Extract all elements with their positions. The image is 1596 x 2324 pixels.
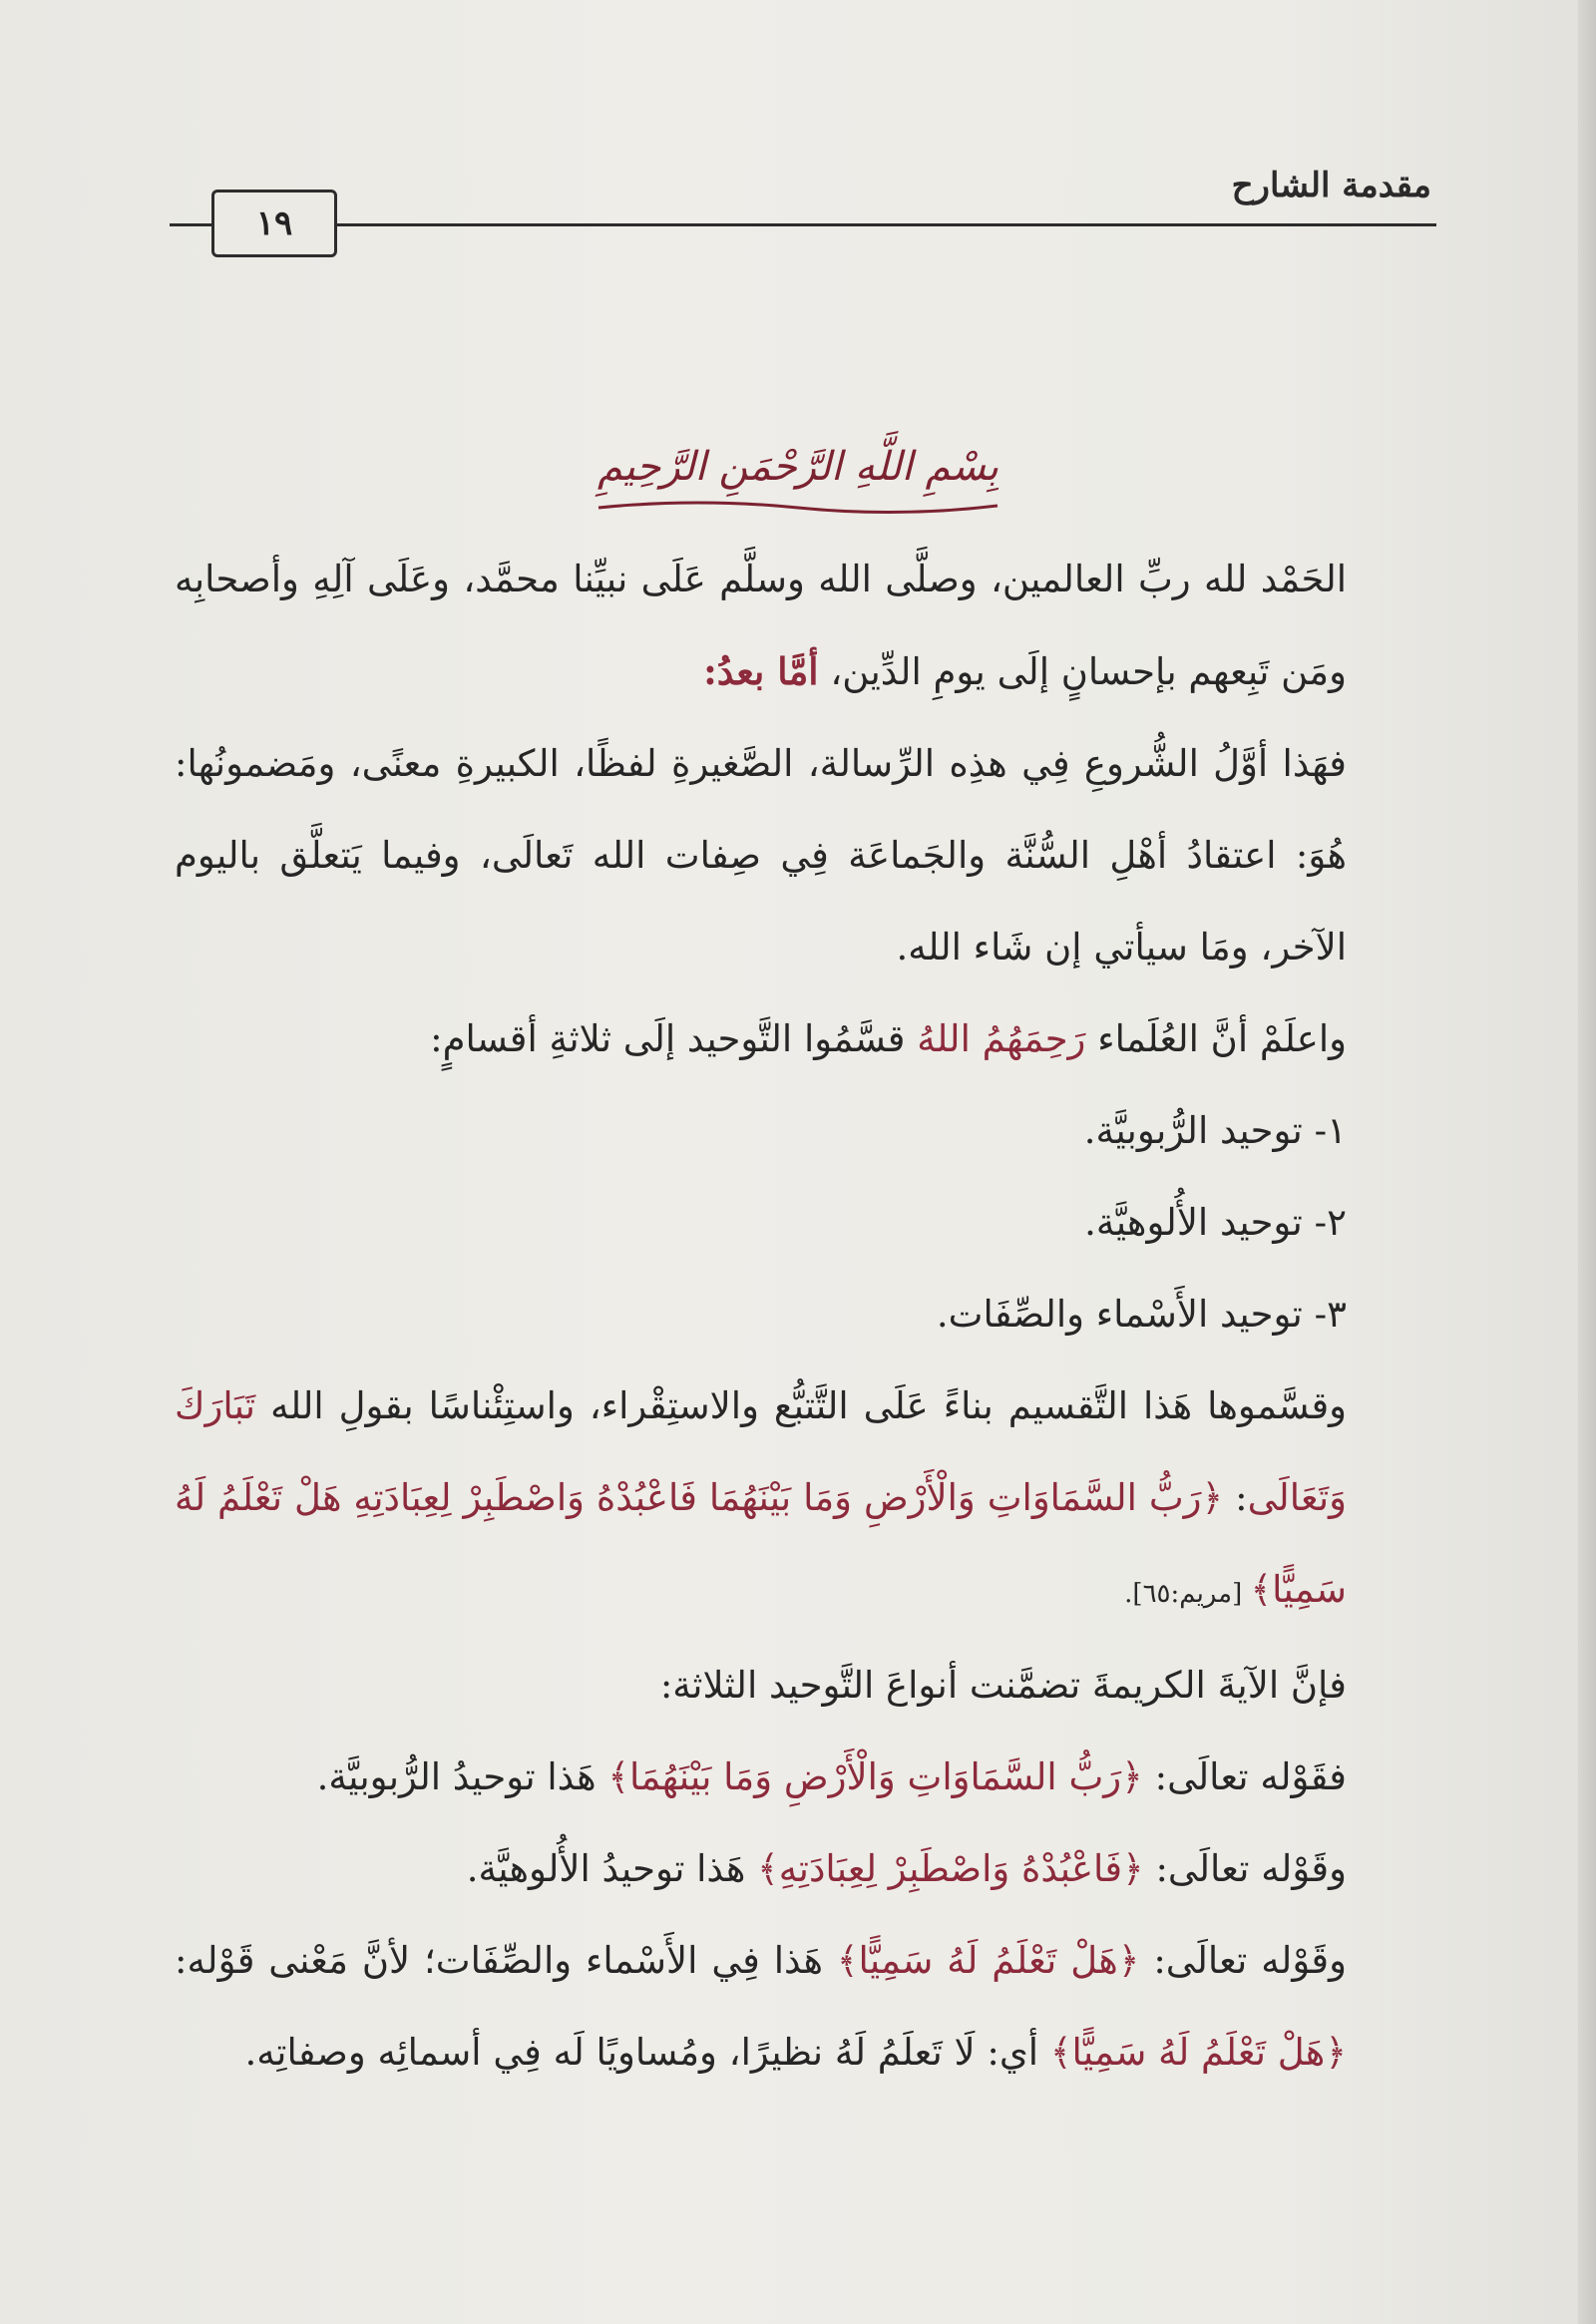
divisions-text-b: قسَّمُوا التَّوحيد إلَى ثلاثةِ أقسامٍ: bbox=[430, 1017, 918, 1060]
paragraph-opening bbox=[175, 534, 1441, 718]
list-item: ٣- توحيد الأَسْماء والصِّفَات. bbox=[936, 1293, 1347, 1336]
paragraph-three-types: فإنَّ الآيةَ الكريمةَ تضمَّنت أنواعَ التَّوحيد الثلاثة: bbox=[659, 1664, 1347, 1707]
basmala: بِسْمِ اللَّهِ الرَّحْمَنِ الرَّحِيمِ bbox=[597, 444, 999, 490]
qawluhu-text: وقَوْله تعالَى: bbox=[1143, 1847, 1347, 1890]
qawluhu-text: وقَوْله تعالَى: bbox=[1139, 1939, 1347, 1982]
page-body bbox=[175, 534, 1441, 2099]
quran-verse: ﴿رَبُّ السَّمَاوَاتِ وَالْأَرْضِ وَمَا بَيْنَهُمَا﴾ bbox=[607, 1755, 1143, 1798]
running-title: مقدمة الشارح bbox=[1231, 166, 1431, 205]
page-edge bbox=[1578, 0, 1596, 2324]
list-item: ٢- توحيد الأُلوهيَّة. bbox=[1084, 1201, 1347, 1244]
opening-text: الحَمْد لله ربِّ العالمين، وصلَّى الله وسلَّم عَلَى نبيِّنا محمَّد، وعَلَى آلِهِ وأصحابِه ومَن تَبِعهم بإحسانٍ إلَى يومِ الدِّين، bbox=[175, 558, 1347, 693]
header-rule bbox=[170, 223, 1436, 226]
qawluhu-text: فقَوْله تعالَى: bbox=[1142, 1755, 1347, 1798]
basmala-flourish bbox=[589, 496, 1007, 516]
amma-bad-heading: أمَّا بعدُ: bbox=[703, 649, 819, 693]
meaning-text: أي: لَا تَعلَمُ لَهُ نظيرًا، ومُساويًا لَه فِي أسمائِه وصفاتِه. bbox=[244, 2031, 1050, 2074]
honorific: رَحِمَهُمُ اللهُ bbox=[917, 1017, 1086, 1060]
quran-verse: ﴿رَبُّ السَّمَاوَاتِ وَالْأَرْضِ وَمَا بَيْنَهُمَا فَاعْبُدْهُ وَاصْطَبِرْ لِعِبَادَتِهِ هَلْ تَعْلَمُ لَهُ سَمِيًّا﴾ bbox=[175, 1476, 1347, 1611]
quran-verse: ﴿هَلْ تَعْلَمُ لَهُ سَمِيًّا﴾ bbox=[1049, 2031, 1347, 2074]
verse-reference: [مريم:٦٥]. bbox=[1124, 1579, 1251, 1609]
paragraph-uluhiyyah bbox=[175, 1823, 1441, 1915]
quran-verse: ﴿فَاعْبُدْهُ وَاصْطَبِرْ لِعِبَادَتِهِ﴾ bbox=[757, 1847, 1144, 1890]
page-header bbox=[170, 150, 1436, 259]
rububiyyah-text: هَذا توحيدُ الرُّبوبيَّة. bbox=[316, 1755, 608, 1798]
uluhiyyah-text: هَذا توحيدُ الأُلوهيَّة. bbox=[466, 1847, 758, 1890]
page-number: ١٩ bbox=[211, 190, 337, 257]
paragraph-asma-sifat bbox=[175, 1915, 1441, 2099]
citation-text: وقسَّموها هَذا التَّقسيم بناءً عَلَى التَّتبُّع والاستِقْراء، واستِئْناسًا بقولِ الله bbox=[255, 1384, 1347, 1427]
paragraph-rububiyyah bbox=[175, 1732, 1441, 1823]
quran-verse: ﴿هَلْ تَعْلَمُ لَهُ سَمِيًّا﴾ bbox=[836, 1939, 1140, 1982]
divisions-text-a: واعلَمْ أنَّ العُلَماء bbox=[1085, 1017, 1347, 1060]
list-item: ١- توحيد الرُّبوبيَّة. bbox=[1083, 1109, 1347, 1152]
citation-colon: : bbox=[1223, 1476, 1248, 1519]
paragraph-verse-citation bbox=[175, 1360, 1441, 1640]
asma-sifat-text: هَذا فِي الأَسْماء والصِّفَات؛ لأنَّ مَعْنى قَوْله: bbox=[175, 1939, 837, 1982]
paragraph-intro: فهَذا أوَّلُ الشُّروعِ فِي هذِه الرِّسالة، الصَّغيرةِ لفظًا، الكبيرةِ معنًى، ومَضمونُها: هُوَ: اعتقادُ أهْلِ السُّنَّة والجَماعَة فِي صِفات الله تَعالَى، وفيما يَتعلَّق باليوم الآخر، ومَا سيأتي إن شَاء الله. bbox=[175, 742, 1347, 968]
paragraph-divisions bbox=[175, 993, 1441, 1085]
tabarak-phrase: تَبَارَكَ وَتَعَالَى bbox=[175, 1384, 1347, 1519]
